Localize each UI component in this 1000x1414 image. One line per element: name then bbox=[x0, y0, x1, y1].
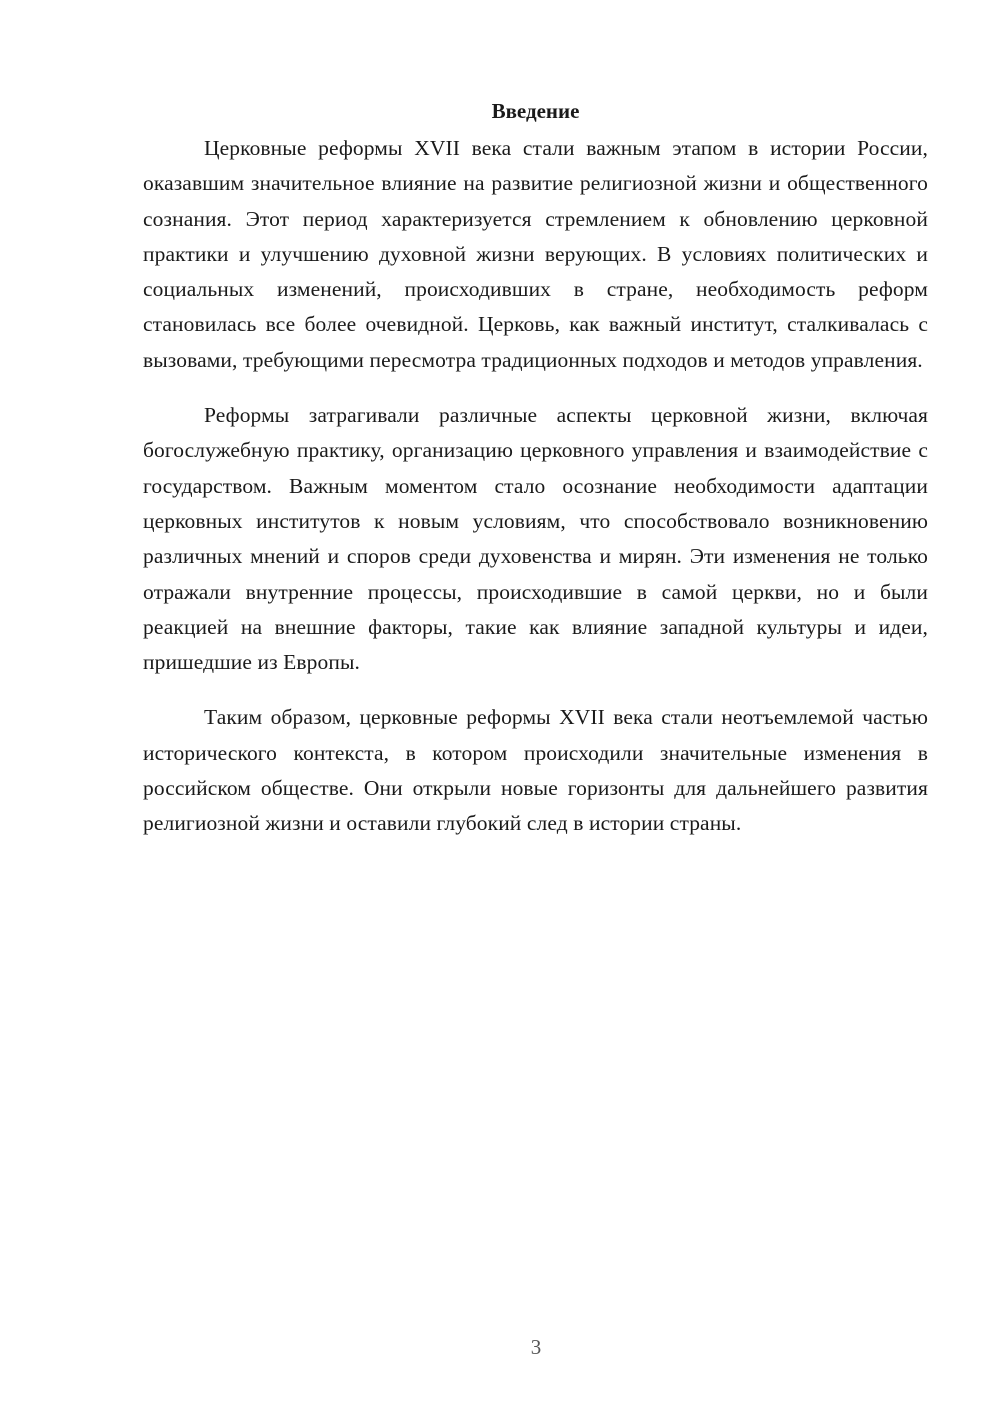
section-title: Введение bbox=[491, 99, 580, 123]
page-content bbox=[143, 96, 928, 862]
paragraph-3: Таким образом, церковные реформы XVII века стали неотъемлемой частью исторического контекста, в котором происходили значительные изменения в российском обществе. Они открыли новые горизонты для дальнейшего развития религиозной жизни и оставили глубокий след в истории страны. bbox=[143, 705, 928, 836]
page-number: 3 bbox=[530, 1335, 542, 1359]
paragraph-2: Реформы затрагивали различные аспекты церковной жизни, включая богослужебную практику, организацию церковного управления и взаимодействие с государством. Важным моментом стало осознание необходимости адаптации церковных институтов к новым условиям, что способствовало возникновению различных мнений и споров среди духовенства и мирян. Эти изменения не только отражали внутренние процессы, происходившие в самой церкви, но и были реакцией на внешние факторы, такие как влияние западной культуры и идеи, пришедшие из Европы. bbox=[143, 403, 928, 675]
paragraph-1: Церковные реформы XVII века стали важным этапом в истории России, оказавшим значительное влияние на развитие религиозной жизни и общественного сознания. Этот период характеризуется стремлением к обновлению церковной практики и улучшению духовной жизни верующих. В условиях политических и социальных изменений, происходивших в стране, необходимость реформ становилась все более очевидной. Церковь, как важный институт, сталкивалась с вызовами, требующими пересмотра традиционных подходов и методов управления. bbox=[143, 136, 928, 372]
